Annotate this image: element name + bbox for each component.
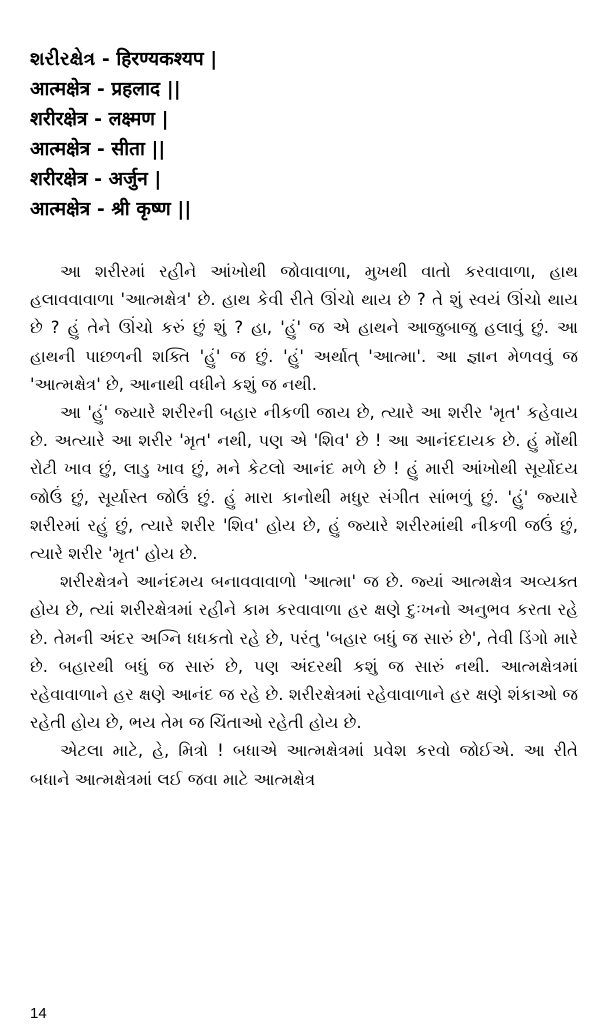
paragraph-4: એટલા માટે, હે, મિત્રો ! બધાએ આત્મક્ષેત્રમાં પ્રવેશ કરવો જોઈએ. આ રીતે બધાને આત્મક્ષેત્રમાં લઈ જવા માટે આત્મક્ષેત્ર xyxy=(30,741,578,789)
verse-list xyxy=(30,44,570,224)
body-text xyxy=(30,258,578,794)
verse-line-lakshman: शरीरक्षेत्र - लक्ष्मण | xyxy=(30,108,169,130)
paragraph-1: આ શરીરમાં રહીને આંખોથી જોવાવાળા, મુખથી વાતો કરવાવાળા, હાથ હલાવવાવાળા 'આત્મક્ષેત્ર' છે. હાથ કેવી રીતે ઊંચો થાય છે ? તે શું સ્વયં ઊંચો થાય છે ? હું તેને ઊંચો કરું છું શું ? હા, 'હું' જ એ હાથને આજુબાજુ હલાવું છું. આ હાથની પાછળની શક્તિ 'હું' જ છું. 'હું' અર્થાત્ 'આત્મા'. આ જ્ઞાન મેળવવું જ 'આત્મક્ષેત્ર' છે, આનાથી વધીને કશું જ નથી. xyxy=(30,262,578,394)
verse-line-prahlad: आत्मक्षेत्र - प्रहलाद || xyxy=(30,78,181,100)
verse-line-sita: आत्मक्षेत्र - सीता || xyxy=(30,138,166,160)
paragraph-2: આ 'હું' જ્યારે શરીરની બહાર નીકળી જાય છે, ત્યારે આ શરીર 'મૃત' કહેવાય છે. અત્યારે આ શરીર 'મૃત' નથી, પણ એ 'શિવ' છે ! આ આનંદદાયક છે. હું મોંથી રોટી ખાવ છું, લાડુ ખાવ છું, મને કેટલો આનંદ મળે છે ! હું મારી આંખોથી સૂર્યોદય જોઉં છું, સૂર્યાસ્ત જોઉં છું. હું મારા કાનોથી મધુર સંગીત સાંભળું છું. 'હું' જ્યારે શરીરમાં રહું છું, ત્યારે શરીર 'શિવ' હોય છે, હું જ્યારે શરીરમાંથી નીકળી જઉં છું, ત્યારે શરીર 'મૃત' હોય છે. xyxy=(30,403,578,564)
paragraph-3: શરીરક્ષેત્રને આનંદમય બનાવવાવાળો 'આત્મા' જ છે. જ્યાં આત્મક્ષેત્ર અવ્યક્ત હોય છે, ત્યાં શરીરક્ષેત્રમાં રહીને કામ કરવાવાળા હર ક્ષણે દુઃખનો અનુભવ કરતા રહે છે. તેમની અંદર અગ્નિ ધધકતો રહે છે, પરંતુ 'બહાર બધું જ સારું છે', તેવી ડિંગો મારે છે. બહારથી બધું જ સારું છે, પણ અંદરથી કશું જ સારું નથી. આત્મક્ષેત્રમાં રહેવાવાળાને હર ક્ષણે આનંદ જ રહે છે. શરીરક્ષેત્રમાં રહેવાવાળાને હર ક્ષણે શંકાઓ જ રહેતી હોય છે, ભય તેમ જ ચિંતાઓ રહેતી હોય છે. xyxy=(30,572,578,733)
verse-line-hiranyakashyap: શરીરક્ષેત્ર - हिरण्यकश्यप | xyxy=(30,48,218,70)
verse-line-arjun: शरीरक्षेत्र - अर्जुन | xyxy=(30,168,162,190)
page-number: 14 xyxy=(30,1005,47,1022)
verse-line-krishna: आत्मक्षेत्र - श्री कृष्ण || xyxy=(30,198,192,220)
